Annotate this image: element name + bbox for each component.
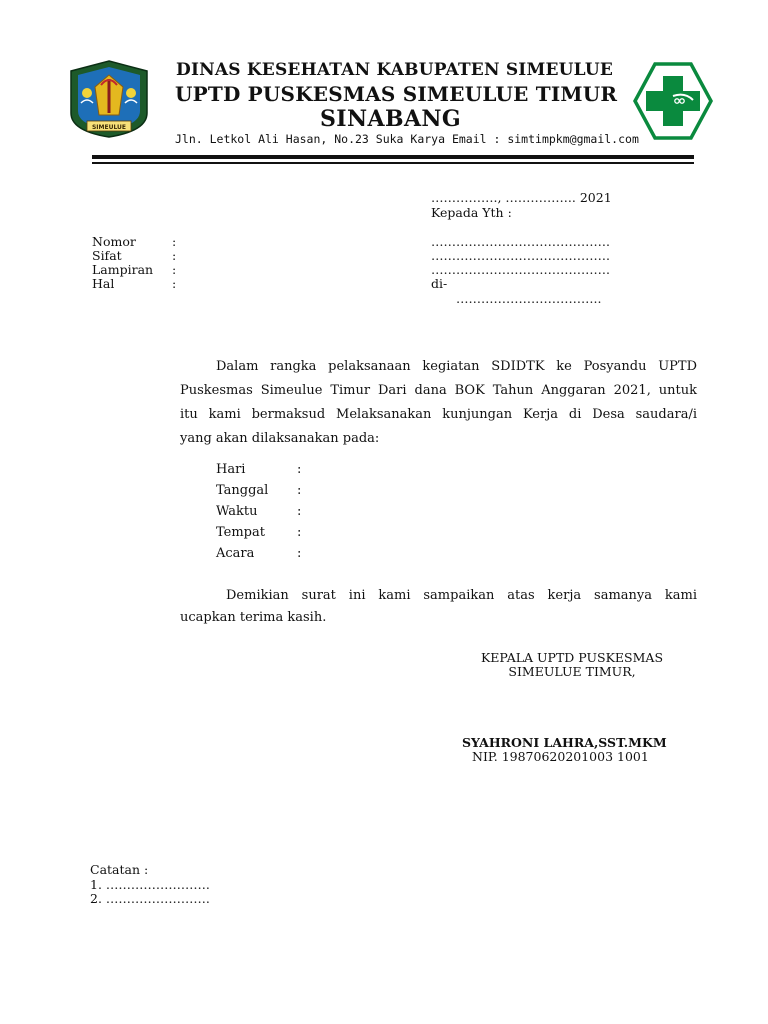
signatory-title: KEPALA UPTD PUSKESMAS [480, 650, 664, 665]
agency-name: DINAS KESEHATAN KABUPATEN SIMEULUE [176, 60, 614, 80]
signatory-name: SYAHRONI LAHRA,SST.MKM [462, 735, 667, 750]
detail-label-tanggal: Tanggal [216, 483, 269, 498]
detail-label-hari: Hari [216, 462, 246, 477]
detail-colon: : [297, 546, 302, 561]
detail-colon: : [297, 525, 302, 540]
meta-label-sifat: Sifat [92, 248, 122, 263]
puskesmas-cross-icon [633, 62, 713, 140]
note-item: 2. ……………………. [90, 891, 210, 906]
city-name: SINABANG [320, 106, 462, 132]
meta-label-nomor: Nomor [92, 234, 136, 249]
meta-colon: : [172, 262, 177, 277]
meta-colon: : [172, 248, 177, 263]
detail-colon: : [297, 504, 302, 519]
detail-label-acara: Acara [216, 546, 255, 561]
closing-line: ucapkan terima kasih. [180, 610, 327, 625]
header-rule-thick [92, 155, 694, 159]
logo-text: SIMEULUE [91, 124, 127, 131]
recipient-heading: Kepada Yth : [431, 205, 512, 220]
body-line: yang akan dilaksanakan pada: [180, 431, 380, 446]
regency-crest-icon [63, 57, 155, 139]
body-line: Dalam rangka pelaksanaan kegiatan SDIDTK ke Posyandu UPTD [216, 359, 697, 374]
recipient-line: ……………………………………. [431, 262, 610, 277]
recipient-line: ……………………………………. [431, 248, 610, 263]
detail-colon: : [297, 462, 302, 477]
header-rule-thin [92, 162, 694, 164]
notes-heading: Catatan : [90, 862, 149, 877]
meta-label-hal: Hal [92, 276, 115, 291]
body-line: itu kami bermaksud Melaksanakan kunjungan Kerja di Desa saudara/i [180, 407, 697, 422]
signatory-nip: NIP. 19870620201003 1001 [472, 749, 649, 764]
detail-label-tempat: Tempat [216, 525, 265, 540]
recipient-place: …………………………….. [456, 291, 602, 306]
recipient-line: ……………………………………. [431, 234, 610, 249]
signatory-title: SIMEULUE TIMUR, [508, 664, 636, 679]
meta-label-lampiran: Lampiran [92, 262, 154, 277]
detail-colon: : [297, 483, 302, 498]
office-address: Jln. Letkol Ali Hasan, No.23 Suka Karya Email : simtimpkm@gmail.com [175, 132, 639, 146]
detail-label-waktu: Waktu [216, 504, 258, 519]
body-line: Puskesmas Simeulue Timur Dari dana BOK Tahun Anggaran 2021, untuk [180, 383, 697, 398]
recipient-di: di- [431, 276, 448, 291]
meta-colon: : [172, 276, 177, 291]
note-item: 1. ……………………. [90, 877, 210, 892]
office-name: UPTD PUSKESMAS SIMEULUE TIMUR [175, 82, 618, 106]
date-line: ……………., …………….. 2021 [431, 190, 612, 205]
meta-colon: : [172, 234, 177, 249]
closing-line: Demikian surat ini kami sampaikan atas kerja samanya kami [226, 588, 697, 603]
